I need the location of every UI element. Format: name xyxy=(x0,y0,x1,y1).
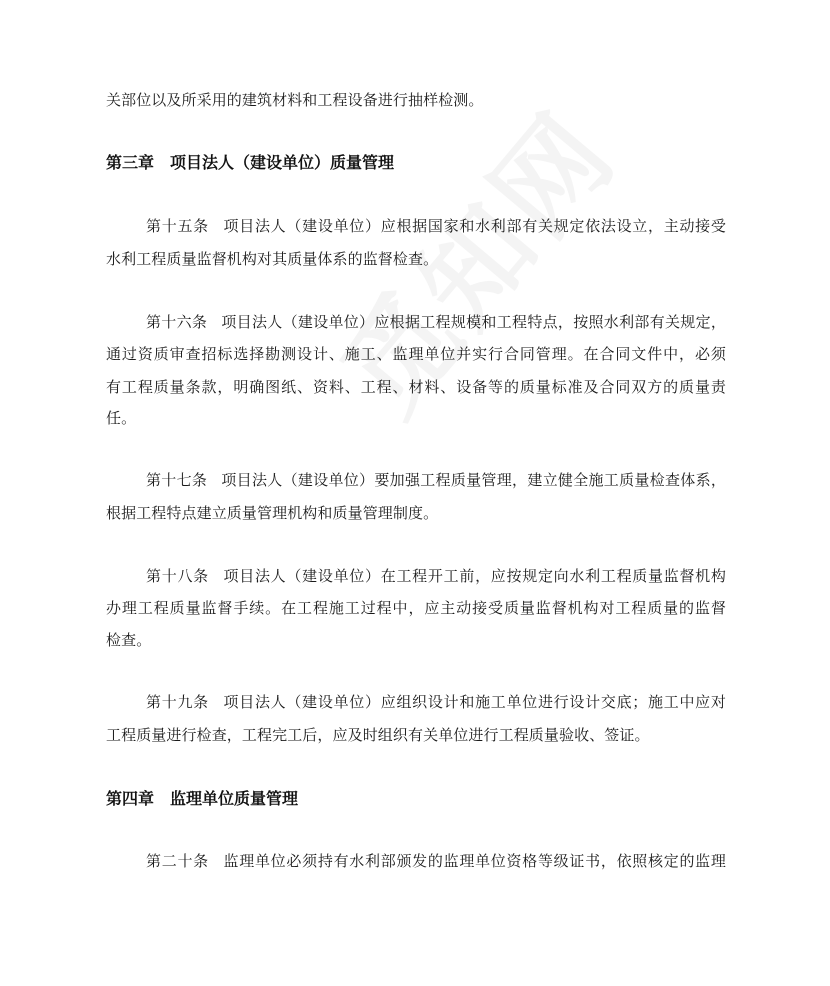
article-text: 项目法人（建设单位）应根据工程规模和工程特点，按照水利部有关规定， xyxy=(221,313,726,331)
article-18-line-1 xyxy=(146,566,726,586)
article-text: 监理单位必须持有水利部颁发的监理单位资格等级证书，依照核定的监理 xyxy=(222,852,726,870)
article-text: 项目法人（建设单位）要加强工程质量管理，建立健全施工质量检查体系， xyxy=(221,471,726,489)
article-15-line-2: 水利工程质量监督机构对其质量体系的监督检查。 xyxy=(106,250,439,268)
article-15-line-1 xyxy=(146,216,726,236)
article-16-line-2: 通过资质审查招标选择勘测设计、施工、监理单位并实行合同管理。在合同文件中，必须 xyxy=(106,345,726,363)
article-18-line-2: 办理工程质量监督手续。在工程施工过程中，应主动接受质量监督机构对工程质量的监督 xyxy=(106,599,726,617)
article-text: 项目法人（建设单位）应根据国家和水利部有关规定依法设立，主动接受 xyxy=(222,217,726,235)
article-text: 项目法人（建设单位）应组织设计和施工单位进行设计交底；施工中应对 xyxy=(222,693,726,711)
chapter-heading xyxy=(106,788,298,810)
chapter-number: 第四章 xyxy=(106,789,155,808)
article-number: 第十八条 xyxy=(146,567,209,585)
article-17-line-1 xyxy=(146,470,726,490)
paragraph-line: 关部位以及所采用的建筑材料和工程设备进行抽样检测。 xyxy=(106,91,484,109)
chapter-title: 项目法人（建设单位）质量管理 xyxy=(170,153,395,172)
article-19-line-1 xyxy=(146,692,726,712)
chapter-heading xyxy=(106,152,394,174)
article-16-line-3: 有工程质量条款，明确图纸、资料、工程、材料、设备等的质量标准及合同双方的质量责 xyxy=(106,378,726,396)
article-number: 第十五条 xyxy=(146,217,209,235)
article-20-line-1 xyxy=(146,851,726,871)
article-19-line-2: 工程质量进行检查，工程完工后，应及时组织有关单位进行工程质量验收、签证。 xyxy=(106,726,650,744)
article-number: 第二十条 xyxy=(146,852,209,870)
chapter-title: 监理单位质量管理 xyxy=(170,789,299,808)
article-18-line-3: 检查。 xyxy=(106,631,152,649)
article-text: 项目法人（建设单位）在工程开工前，应按规定向水利工程质量监督机构 xyxy=(222,567,726,585)
article-16-line-4: 任。 xyxy=(106,409,137,427)
article-17-line-2: 根据工程特点建立质量管理机构和质量管理制度。 xyxy=(106,504,439,522)
article-number: 第十九条 xyxy=(146,693,209,711)
chapter-number: 第三章 xyxy=(106,153,155,172)
article-16-line-1 xyxy=(146,312,726,332)
article-number: 第十七条 xyxy=(146,471,208,489)
article-number: 第十六条 xyxy=(146,313,208,331)
